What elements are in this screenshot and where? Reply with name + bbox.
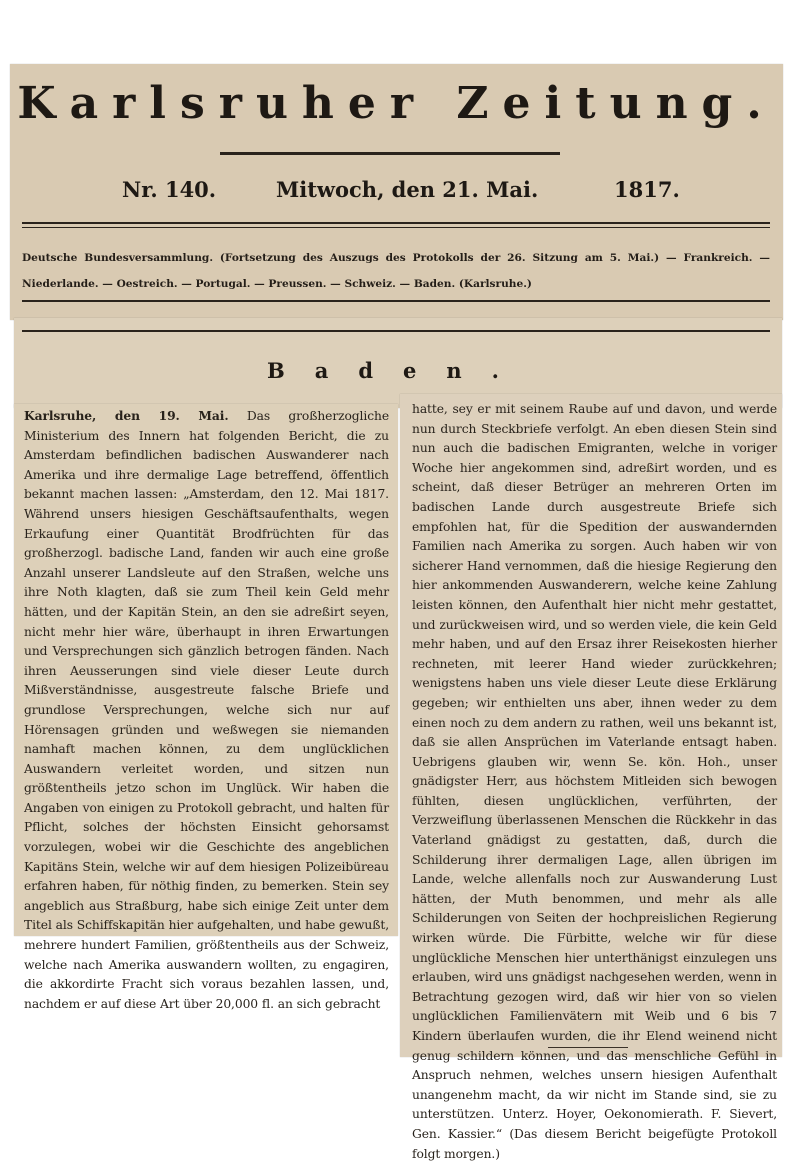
issue-year: 1817. [614, 177, 680, 202]
article-end-rule [548, 1047, 628, 1048]
article-left-column [24, 406, 389, 1014]
section-divider-rule [22, 330, 770, 332]
issue-number: Nr. 140. [122, 177, 217, 202]
newspaper-masthead: Karlsruher Zeitung. [17, 78, 776, 129]
contents-top-rule-thin [22, 227, 770, 228]
contents-bottom-rule [22, 300, 770, 302]
article-right-text: hatte, sey er mit seinem Raube auf und davon, und werde nun durch Steckbriefe verfolgt. An eben diesen Stein sind nun auch die badischen Emigranten, welche in voriger Woche hier angekommen sind, adreßirt worden, und es scheint, daß dieser Betrüger an mehreren Orten im badischen Lande durch ausgestreute Briefe sich empfohlen hat, für die Spedition der auswandernden Familien nach Amerika zu sorgen. Auch haben wir von sicherer Hand vernommen, daß die hiesige Regierung den hier ankommenden Auswanderern, welche keine Zahlung leisten können, den Aufenthalt hier nicht mehr gestattet, und zurückweisen wird, und so werden viele, die kein Geld mehr haben, und auf den Ersaz ihrer Reisekosten hierher rechneten, mit leerer Hand wieder zurückkehren; wenigstens haben uns viele dieser Leute diese Erklärung gegeben; wir enthielten uns aber, ihnen weder zu dem einen noch zu dem andern zu rathen, weil uns bekannt ist, daß sie allen Ansprüchen im Vaterlande entsagt haben. Uebrigens glauben wir, wenn Se. kön. Hoh., unser gnädigster Herr, aus höchstem Mitleiden sich bewogen fühlten, diesen unglücklichen, verführten, der Verzweiflung überlassenen Menschen die Rückkehr in das Vaterland gnädigst zu gestatten, daß, durch die Schilderung ihrer dermaligen Lage, allen übrigen im Lande, welche allenfalls noch zur Auswanderung Lust hätten, der Muth benommen, und mehr als alle Schilderungen von Seiten der hochpreislichen Regierung wirken würde. Die Fürbitte, welche wir für diese unglückliche Menschen hier unterthänigst einzulegen uns erlauben, wird uns gnädigst nachgesehen werden, wenn in Betrachtung gezogen wird, daß wir hier von so vielen unglücklichen Familienvätern mit Weib und 6 bis 7 Kindern überlaufen wurden, die ihr Elend weinend nicht genug schildern können, und das menschliche Gefühl in Anspruch nehmen, welches unsern hiesigen Aufenthalt unangenehm macht, da wir nicht im Stande sind, sie zu unterstützen. Unterz. Hoyer, Oekonomierath. F. Sievert, Gen. Kassier.“ (Das diesem Bericht beigefügte Protokoll folgt morgen.) [412, 402, 777, 1161]
contents-top-rule [22, 222, 770, 224]
article-right-column [412, 400, 777, 1164]
article-left-text: Das großherzogliche Ministerium des Innern hat folgenden Bericht, die zu Amsterdam befindlichen badischen Auswanderer nach Amerika und ihre dermalige Lage betreffend, öffentlich bekannt machen lassen: „Amsterdam, den 12. Mai 1817. Während unsers hiesigen Geschäftsaufenthalts, wegen Erkaufung einer Quantität Brodfrüchten für das großherzogl. badische Land, fanden wir auch eine große Anzahl unserer Landsleute auf den Straßen, welche uns ihre Noth klagten, daß sie zum Theil kein Geld mehr hätten, und der Kapitän Stein, an den sie adreßirt seyen, nicht mehr hier wäre, überhaupt in ihren Erwartungen und Versprechungen sich gänzlich betrogen fänden. Nach ihren Aeusserungen sind viele dieser Leute durch Mißverständnisse, ausgestreute falsche Briefe und grundlose Versprechungen, welche sich nur auf Hörensagen gründen und weßwegen sie niemanden namhaft machen können, zu dem unglücklichen Auswandern verleitet worden, und sitzen nun größtentheils jetzo schon im Unglück. Wir haben die Angaben von einigen zu Protokoll gebracht, und halten für Pflicht, solches der höchsten Einsicht gehorsamst vorzulegen, wobei wir die Geschichte des angeblichen Kapitäns Stein, welche wir auf dem hiesigen Polizeibüreau erfahren haben, für nöthig finden, zu bemerken. Stein sey angeblich aus Straßburg, habe sich einige Zeit unter dem Titel als Schiffskapitän hier aufgehalten, und habe gewußt, mehrere hundert Familien, größtentheils aus der Schweiz, welche nach Amerika auswandern wollten, zu engagiren, die akkordirte Fracht sich voraus bezahlen lassen, und, nachdem er auf diese Art über 20,000 fl. an sich gebracht [24, 409, 389, 1011]
table-of-contents: Deutsche Bundesversammlung. (Fortsetzung des Auszugs des Protokolls der 26. Sitzung am 5. Mai.) — Frankreich. — Niederlande. — Oestreich. — Portugal. — Preussen. — Schweiz. — Baden. (Karlsruhe.) [22, 252, 770, 290]
masthead-ornament-rule [220, 152, 560, 155]
section-title: Baden. [267, 358, 529, 383]
article-dateline: Karlsruhe, den 19. Mai. [24, 408, 229, 423]
issue-date: Mitwoch, den 21. Mai. [276, 177, 539, 202]
